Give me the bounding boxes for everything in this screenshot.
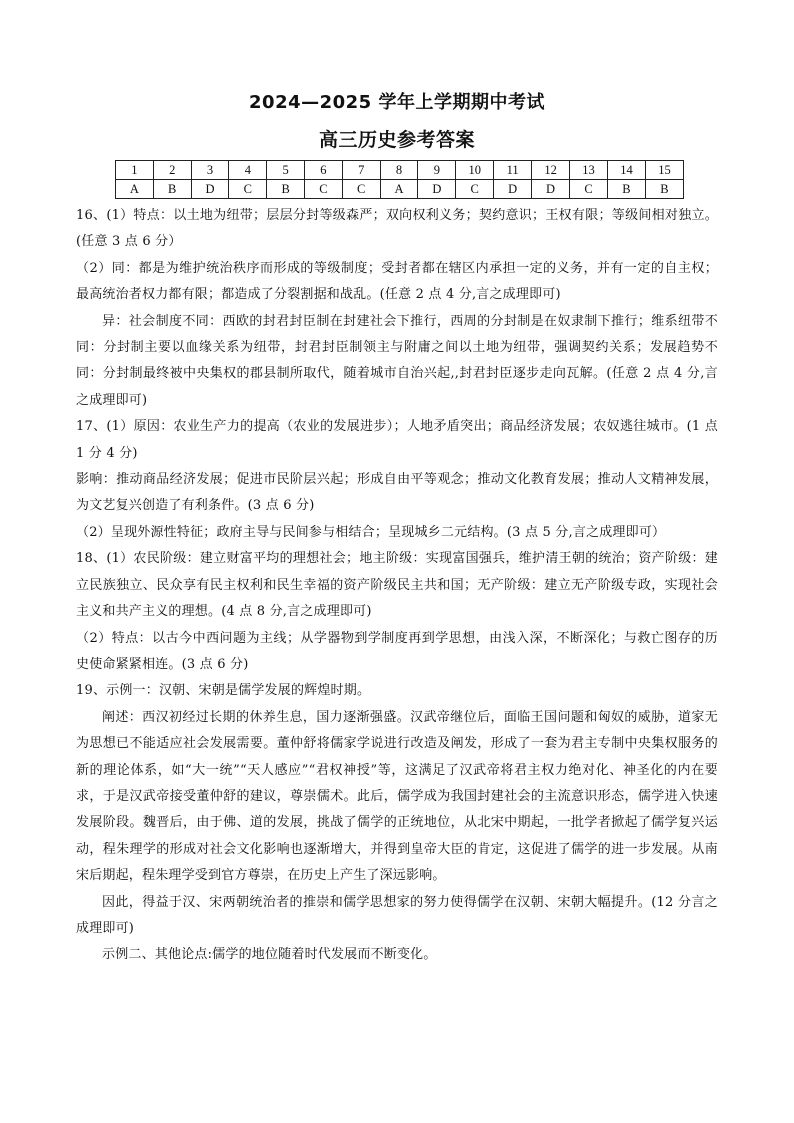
question-number: 2 (153, 161, 191, 180)
question-number: 4 (229, 161, 267, 180)
question-number: 11 (494, 161, 532, 180)
exam-title: 2024—2025 学年上学期期中考试 (249, 92, 545, 113)
question-number: 3 (191, 161, 229, 180)
answer-cell: C (229, 180, 267, 199)
answer-cell: B (267, 180, 305, 199)
answer-cell: B (153, 180, 191, 199)
answer-table (115, 160, 684, 199)
answer-cell: C (456, 180, 494, 199)
q16-part2-similarities: （2）同：都是为维护统治秩序而形成的等级制度；受封者都在辖区内承担一定的义务，并有一定的自主权；最高统治者权力都有限；都造成了分裂割据和战乱。(任意 2 点 4 分,言之成理即可) (76, 260, 718, 303)
answer-key-subtitle: 高三历史参考答案 (318, 129, 475, 151)
q19-example1-conclusion: 因此，得益于汉、宋两朝统治者的推崇和儒学思想家的努力使得儒学在汉朝、宋朝大幅提升。(12 分言之成理即可) (76, 894, 718, 936)
answer-cell: D (191, 180, 229, 199)
question-number: 9 (418, 161, 456, 180)
answer-cell: B (645, 180, 683, 199)
answer-row (116, 180, 684, 199)
q18-part1-answer: 18、(1）农民阶级：建立财富平均的理想社会；地主阶级：实现富国强兵，维护清王朝的统治；资产阶级：建立民族独立、民众享有民主权利和民生幸福的资产阶级民主共和国；无产阶级：建立无产阶级专政，实现社会主义和共产主义的理想。(4 点 8 分,言之成理即可) (76, 551, 718, 620)
q16-part1-answer: 16、(1）特点：以土地为纽带；层层分封等级森严；双向权利义务；契约意识；王权有限；等级间相对独立。(任意 3 点 6 分） (76, 208, 718, 250)
question-number: 1 (116, 161, 154, 180)
question-number: 14 (607, 161, 645, 180)
q19-example1-elaboration: 阐述：西汉初经过长期的休养生息，国力逐渐强盛。汉武帝继位后，面临王国问题和匈奴的威胁，道家无为思想已不能适应社会发展需要。董仲舒将儒家学说进行改造及阐发，形成了一套为君主专制中央集权服务的新的理论体系，如“大一统”“天人感应”“君权神授”等，这满足了汉武帝将君主权力绝对化、神圣化的内在要求，于是汉武帝接受董仲舒的建议，尊崇儒术。此后，儒学成为我国封建社会的主流意识形态，儒学进入快速发展阶段。魏晋后，由于佛、道的发展，挑战了儒学的正统地位，从北宋中期起，一批学者掀起了儒学复兴运动，程朱理学的形成对社会文化影响也逐渐增大，并得到皇帝大臣的肯定，这促进了儒学的进一步发展。从南宋后期起，程朱理学受到官方尊崇，在历史上产生了深远影响。 (76, 709, 718, 884)
question-number: 6 (305, 161, 343, 180)
answer-cell: A (380, 180, 418, 199)
answer-cell: A (116, 180, 154, 199)
question-number: 12 (532, 161, 570, 180)
answer-body (76, 203, 718, 969)
answer-cell: D (418, 180, 456, 199)
answer-cell: D (532, 180, 570, 199)
question-number: 15 (645, 161, 683, 180)
question-number-row (116, 161, 684, 180)
answer-cell: D (494, 180, 532, 199)
q17-part1-causes: 17、(1）原因：农业生产力的提高（农业的发展进步）；人地矛盾突出；商品经济发展；农奴逃往城市。(1 点 1 分 4 分) (76, 419, 718, 461)
answer-cell: C (342, 180, 380, 199)
answer-cell: B (607, 180, 645, 199)
question-number: 13 (570, 161, 608, 180)
question-number: 8 (380, 161, 418, 180)
question-number: 7 (342, 161, 380, 180)
question-number: 5 (267, 161, 305, 180)
answer-cell: C (570, 180, 608, 199)
q19-example1-thesis: 19、示例一：汉朝、宋朝是儒学发展的辉煌时期。 (76, 683, 371, 699)
question-number: 10 (456, 161, 494, 180)
q19-example2: 示例二、其他论点:儒学的地位随着时代发展而不断变化。 (102, 947, 437, 963)
q16-part2-differences: 异：社会制度不同：西欧的封君封臣制在封建社会下推行，西周的分封制是在奴隶制下推行；维系纽带不同：分封制主要以血缘关系为纽带，封君封臣制领主与附庸之间以土地为纽带，强调契约关系；发展趋势不同：分封制最终被中央集权的郡县制所取代，随着城市自治兴起,,封君封臣逐步走向瓦解。(任意 2 点 4 分,言之成理即可) (76, 313, 718, 408)
q17-part1-impact: 影响：推动商品经济发展；促进市民阶层兴起；形成自由平等观念；推动文化教育发展；推动人文精神发展，为文艺复兴创造了有利条件。(3 点 6 分) (76, 472, 718, 514)
q17-part2-answer: （2）呈现外源性特征；政府主导与民间参与相结合；呈现城乡二元结构。(3 点 5 分,言之成理即可） (76, 524, 666, 540)
q18-part2-answer: （2）特点：以古今中西问题为主线；从学器物到学制度再到学思想，由浅入深，不断深化；与救亡图存的历史使命紧紧相连。(3 点 6 分) (76, 630, 718, 672)
answer-cell: C (305, 180, 343, 199)
